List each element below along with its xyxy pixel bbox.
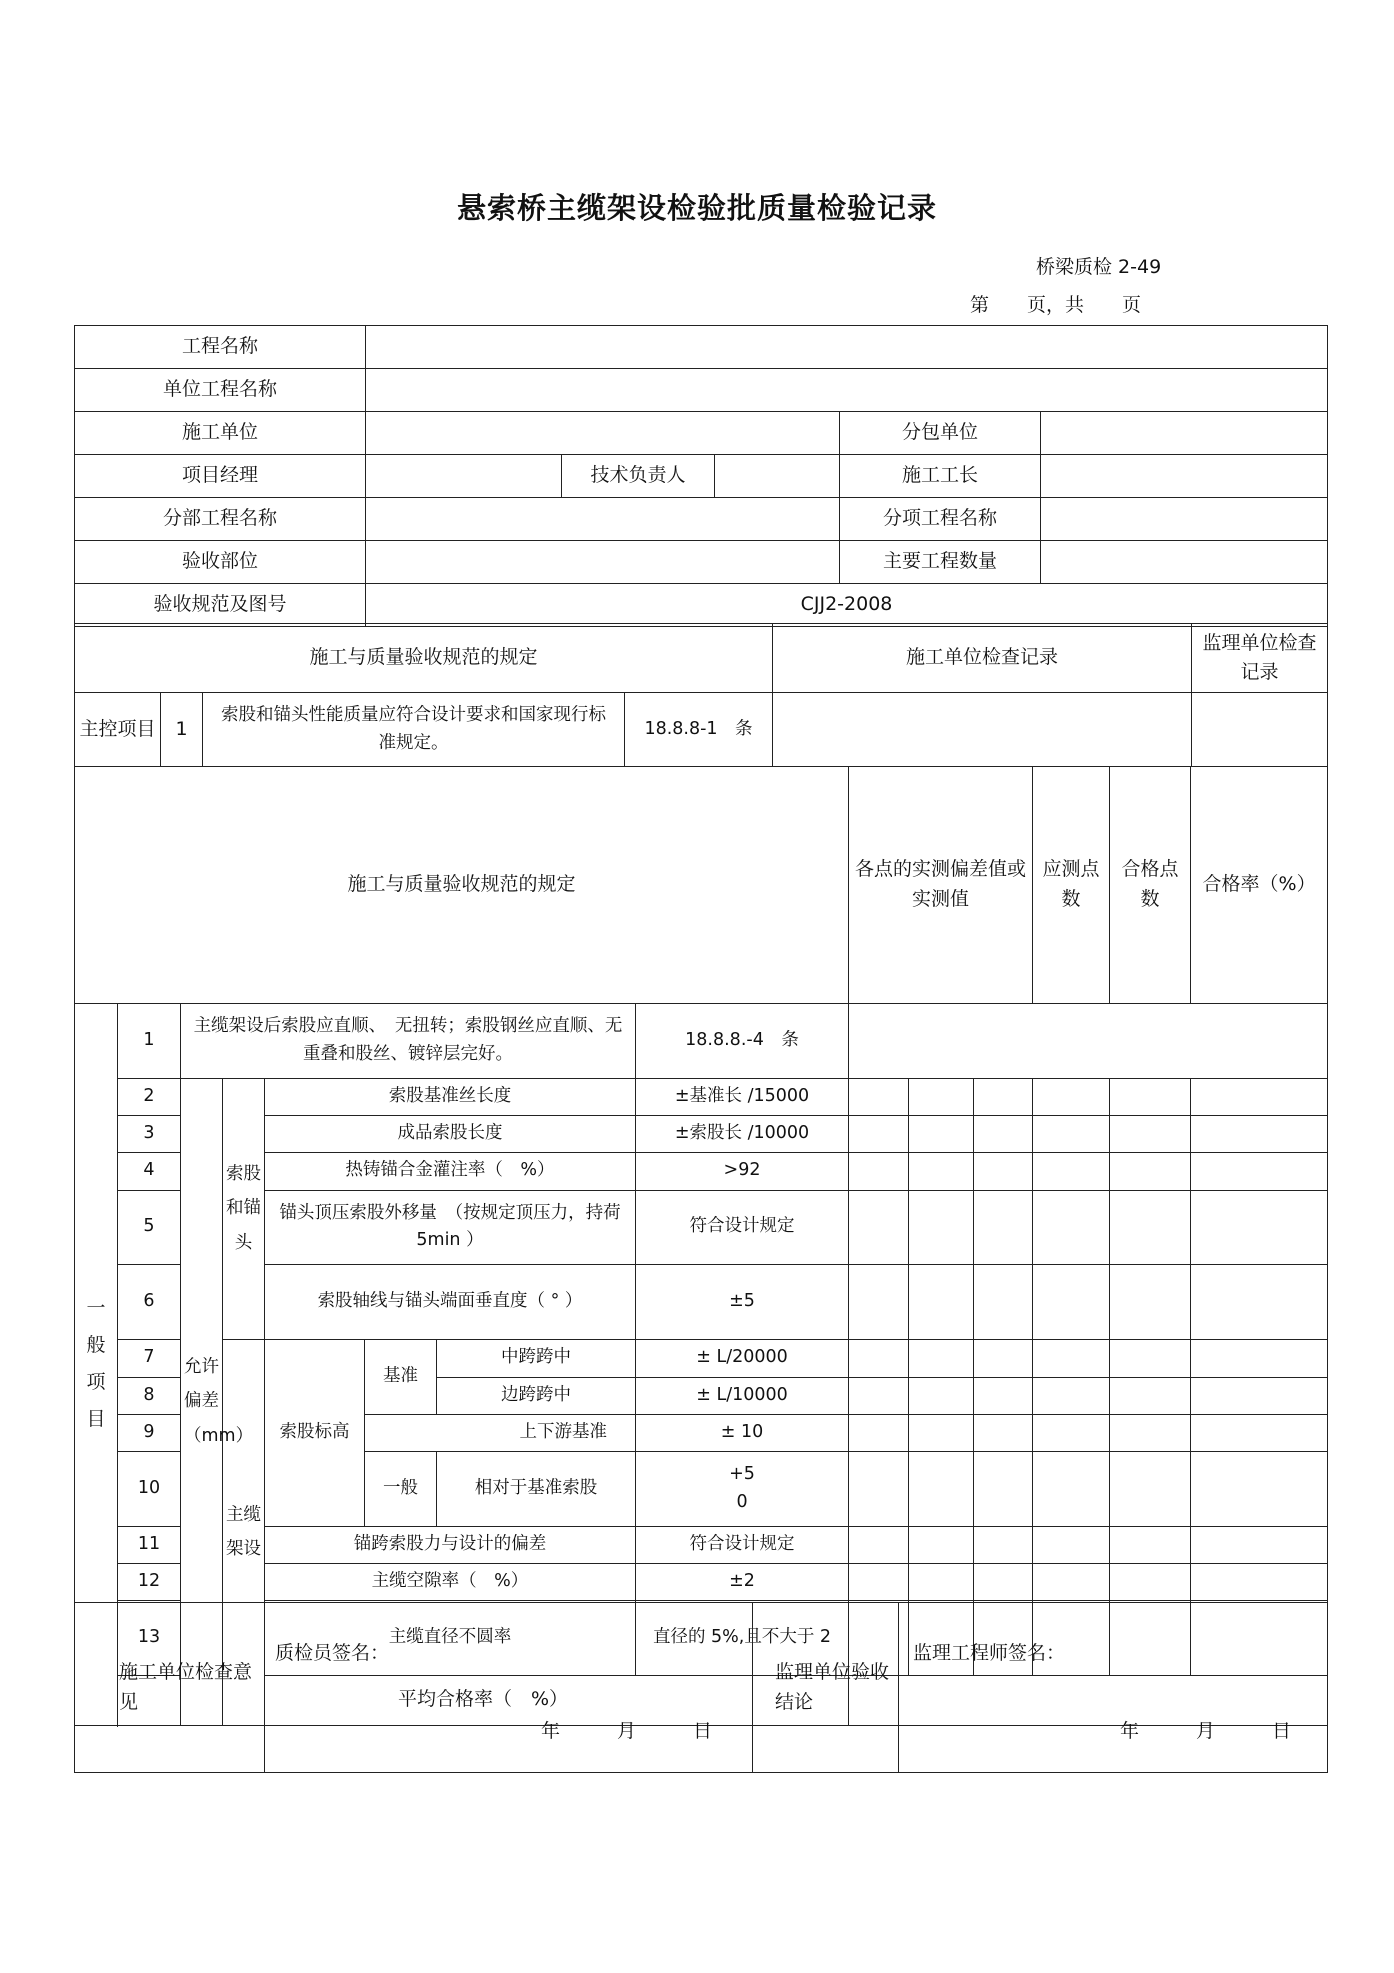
signature-table xyxy=(74,1602,1328,1773)
measure-cell[interactable] xyxy=(849,1451,909,1526)
rate-cell[interactable] xyxy=(1191,1339,1328,1377)
value-unit-project-name[interactable] xyxy=(366,369,1328,412)
value-spec: CJJ2-2008 xyxy=(366,584,1328,627)
page-title: 悬索桥主缆架设检验批质量检验记录 xyxy=(456,191,937,225)
row7-value: ± L/20000 xyxy=(636,1339,849,1377)
project-info-table xyxy=(74,325,1328,627)
row4-item: 热铸锚合金灌注率（ %） xyxy=(265,1152,636,1190)
measure-cell[interactable] xyxy=(909,1339,974,1377)
main-control-clause: 18.8.8-1 条 xyxy=(625,693,773,767)
row3-no: 3 xyxy=(118,1115,181,1152)
count-cell[interactable] xyxy=(1033,1152,1110,1190)
rate-cell[interactable] xyxy=(1191,1078,1328,1115)
count-cell[interactable] xyxy=(1110,1190,1191,1264)
count-cell[interactable] xyxy=(1033,1339,1110,1377)
row10-no: 10 xyxy=(118,1451,181,1526)
count-cell[interactable] xyxy=(1033,1451,1110,1526)
label-construction-foreman: 施工工长 xyxy=(840,455,1041,498)
inspector-sign-label: 质检员签名： xyxy=(275,1642,390,1664)
supervision-conclusion-area[interactable] xyxy=(899,1603,1328,1773)
row8-value: ± L/10000 xyxy=(636,1377,849,1414)
count-cell[interactable] xyxy=(1033,1377,1110,1414)
row5-no: 5 xyxy=(118,1190,181,1264)
header-spec: 施工与质量验收规范的规定 xyxy=(75,624,773,693)
count-cell[interactable] xyxy=(1033,1115,1110,1152)
engineer-sign-label: 监理工程师签名： xyxy=(913,1642,1066,1664)
measure-cell[interactable] xyxy=(849,1190,909,1264)
measure-cell[interactable] xyxy=(909,1190,974,1264)
measure-cell[interactable] xyxy=(849,1115,909,1152)
value-division-project-name[interactable] xyxy=(366,498,840,541)
row5-value: 符合设计规定 xyxy=(636,1190,849,1264)
measure-cell[interactable] xyxy=(974,1414,1033,1451)
row6-item: 索股轴线与锚头端面垂直度（ ° ） xyxy=(265,1264,636,1339)
supervision-date: 年 月 日 xyxy=(1119,1719,1291,1742)
measure-cell[interactable] xyxy=(974,1526,1033,1563)
rate-cell[interactable] xyxy=(1191,1190,1328,1264)
main-control-no: 1 xyxy=(161,693,203,767)
header-construction-record: 施工单位检查记录 xyxy=(773,624,1192,693)
general-header-measured: 各点的实测偏差值或实测值 xyxy=(849,767,1033,1004)
rate-cell[interactable] xyxy=(1191,1377,1328,1414)
general-header-should-measure: 应测点数 xyxy=(1033,767,1110,1004)
general-category: 一般项目 xyxy=(75,1003,118,1726)
group-strand-anchor: 索股和锚头 xyxy=(223,1078,265,1339)
general-header-pass-rate: 合格率（%） xyxy=(1191,767,1328,1004)
measure-cell[interactable] xyxy=(974,1190,1033,1264)
row12-item: 主缆空隙率（ %） xyxy=(265,1563,636,1600)
count-cell[interactable] xyxy=(1033,1264,1110,1339)
count-cell[interactable] xyxy=(1033,1563,1110,1600)
count-cell[interactable] xyxy=(1110,1563,1191,1600)
value-acceptance-location[interactable] xyxy=(366,541,840,584)
allowed-deviation-label: 允许偏差（mm） xyxy=(181,1078,223,1725)
label-technical-lead: 技术负责人 xyxy=(562,455,715,498)
count-cell[interactable] xyxy=(1110,1526,1191,1563)
main-control-construction-record[interactable] xyxy=(773,693,1192,767)
label-project-name: 工程名称 xyxy=(75,326,366,369)
measure-cell[interactable] xyxy=(974,1152,1033,1190)
row1-no: 1 xyxy=(118,1003,181,1078)
rate-cell[interactable] xyxy=(1191,1526,1328,1563)
value-construction-foreman[interactable] xyxy=(1041,455,1328,498)
row13-no: 13 xyxy=(118,1600,181,1675)
count-cell[interactable] xyxy=(1110,1264,1191,1339)
row6-no: 6 xyxy=(118,1264,181,1339)
value-subcontract-unit[interactable] xyxy=(1041,412,1328,455)
count-cell[interactable] xyxy=(1110,1078,1191,1115)
measure-cell[interactable] xyxy=(909,1377,974,1414)
reference-label: 基准 xyxy=(365,1339,437,1414)
value-main-quantity[interactable] xyxy=(1041,541,1328,584)
count-cell[interactable] xyxy=(1110,1414,1191,1451)
general-header-pass-points: 合格点数 xyxy=(1110,767,1191,1004)
count-cell[interactable] xyxy=(1110,1377,1191,1414)
count-cell[interactable] xyxy=(1110,1339,1191,1377)
main-control-text: 索股和锚头性能质量应符合设计要求和国家现行标准规定。 xyxy=(203,693,625,767)
measure-cell[interactable] xyxy=(849,1264,909,1339)
measure-cell[interactable] xyxy=(909,1526,974,1563)
construction-opinion-label: 施工单位检查意见 xyxy=(75,1603,265,1773)
main-control-table xyxy=(74,623,1328,767)
measure-cell[interactable] xyxy=(849,1563,909,1600)
count-cell[interactable] xyxy=(1033,1526,1110,1563)
rate-cell[interactable] xyxy=(1191,1115,1328,1152)
measure-cell[interactable] xyxy=(974,1377,1033,1414)
count-cell[interactable] xyxy=(1033,1078,1110,1115)
average-pass-rate-label: 平均合格率（ %） xyxy=(118,1675,849,1725)
row8-no: 8 xyxy=(118,1377,181,1414)
header-supervision-record: 监理单位检查记录 xyxy=(1192,624,1328,693)
value-project-name[interactable] xyxy=(366,326,1328,369)
measure-cell[interactable] xyxy=(909,1115,974,1152)
row2-value: ±基准长 /15000 xyxy=(636,1078,849,1115)
measure-cell[interactable] xyxy=(974,1563,1033,1600)
row4-value: >92 xyxy=(636,1152,849,1190)
row7-item: 中跨跨中 xyxy=(437,1339,636,1377)
row9-item: 上下游基准 xyxy=(365,1414,636,1451)
measure-cell[interactable] xyxy=(849,1152,909,1190)
measure-cell[interactable] xyxy=(849,1078,909,1115)
label-construction-unit: 施工单位 xyxy=(75,412,366,455)
row10-value-a: +5 xyxy=(729,1464,755,1485)
label-acceptance-location: 验收部位 xyxy=(75,541,366,584)
construction-date: 年 月 日 xyxy=(540,1719,712,1742)
row1-record[interactable] xyxy=(849,1003,1328,1078)
count-cell[interactable] xyxy=(1033,1414,1110,1451)
general-header-spec: 施工与质量验收规范的规定 xyxy=(75,767,849,1004)
value-project-manager[interactable] xyxy=(366,455,562,498)
row9-no: 9 xyxy=(118,1414,181,1451)
label-project-manager: 项目经理 xyxy=(75,455,366,498)
supervision-conclusion-label: 监理单位验收结论 xyxy=(753,1603,899,1773)
measure-cell[interactable] xyxy=(849,1377,909,1414)
row4-no: 4 xyxy=(118,1152,181,1190)
measure-cell[interactable] xyxy=(909,1152,974,1190)
measure-cell[interactable] xyxy=(849,1526,909,1563)
count-cell[interactable] xyxy=(1110,1451,1191,1526)
measure-cell[interactable] xyxy=(909,1078,974,1115)
measure-cell[interactable] xyxy=(974,1339,1033,1377)
measure-cell[interactable] xyxy=(849,1339,909,1377)
label-subitem-project-name: 分项工程名称 xyxy=(840,498,1041,541)
row12-value: ±2 xyxy=(636,1563,849,1600)
rate-cell[interactable] xyxy=(1191,1152,1328,1190)
row5-item: 锚头顶压索股外移量 （按规定顶压力，持荷 5min ） xyxy=(265,1190,636,1264)
form-code: 桥梁质检 2-49 xyxy=(1036,256,1162,278)
row12-no: 12 xyxy=(118,1563,181,1600)
measure-cell[interactable] xyxy=(909,1264,974,1339)
measure-cell[interactable] xyxy=(974,1264,1033,1339)
row2-item: 索股基准丝长度 xyxy=(265,1078,636,1115)
strand-elevation-label: 索股标高 xyxy=(265,1339,365,1526)
rate-cell[interactable] xyxy=(1191,1451,1328,1526)
row2-no: 2 xyxy=(118,1078,181,1115)
measure-cell[interactable] xyxy=(974,1451,1033,1526)
value-construction-unit[interactable] xyxy=(366,412,840,455)
rate-cell[interactable] xyxy=(1191,1563,1328,1600)
label-division-project-name: 分部工程名称 xyxy=(75,498,366,541)
construction-opinion-area[interactable] xyxy=(265,1603,753,1773)
row10-value xyxy=(636,1451,849,1526)
rate-cell[interactable] xyxy=(1191,1264,1328,1339)
row7-no: 7 xyxy=(118,1339,181,1377)
count-cell[interactable] xyxy=(1033,1190,1110,1264)
label-spec-and-drawing: 验收规范及图号 xyxy=(75,584,366,627)
row11-value: 符合设计规定 xyxy=(636,1526,849,1563)
count-cell[interactable] xyxy=(1110,1115,1191,1152)
row9-value: ± 10 xyxy=(636,1414,849,1451)
general-sub-label: 一般 xyxy=(365,1451,437,1526)
row8-item: 边跨跨中 xyxy=(437,1377,636,1414)
label-subcontract-unit: 分包单位 xyxy=(840,412,1041,455)
measure-cell[interactable] xyxy=(909,1563,974,1600)
general-items-table xyxy=(74,766,1328,1726)
row3-value: ±索股长 /10000 xyxy=(636,1115,849,1152)
group-main-cable: 主缆架设 xyxy=(223,1339,265,1725)
measure-cell[interactable] xyxy=(909,1414,974,1451)
measure-cell[interactable] xyxy=(974,1078,1033,1115)
row3-item: 成品索股长度 xyxy=(265,1115,636,1152)
row10-item: 相对于基准索股 xyxy=(437,1451,636,1526)
rate-cell[interactable] xyxy=(1191,1414,1328,1451)
value-subitem-project-name[interactable] xyxy=(1041,498,1328,541)
value-technical-lead[interactable] xyxy=(715,455,840,498)
measure-cell[interactable] xyxy=(909,1451,974,1526)
row10-value-b: 0 xyxy=(736,1491,748,1512)
row11-item: 锚跨索股力与设计的偏差 xyxy=(265,1526,636,1563)
measure-cell[interactable] xyxy=(849,1414,909,1451)
row1-text: 主缆架设后索股应直顺、 无扭转；索股钢丝应直顺、无重叠和股丝、镀锌层完好。 xyxy=(181,1003,636,1078)
main-control-category: 主控项目 xyxy=(75,693,161,767)
row11-no: 11 xyxy=(118,1526,181,1563)
row6-value: ±5 xyxy=(636,1264,849,1339)
measure-cell[interactable] xyxy=(974,1115,1033,1152)
row13-value: 直径的 5%,且不大于 2 xyxy=(636,1600,849,1675)
row1-clause: 18.8.8.-4 条 xyxy=(636,1003,849,1078)
count-cell[interactable] xyxy=(1110,1152,1191,1190)
page-number: 第 页，共 页 xyxy=(970,294,1142,316)
label-main-quantity: 主要工程数量 xyxy=(840,541,1041,584)
main-control-supervision-record[interactable] xyxy=(1192,693,1328,767)
row13-item: 主缆直径不圆率 xyxy=(265,1600,636,1675)
label-unit-project-name: 单位工程名称 xyxy=(75,369,366,412)
